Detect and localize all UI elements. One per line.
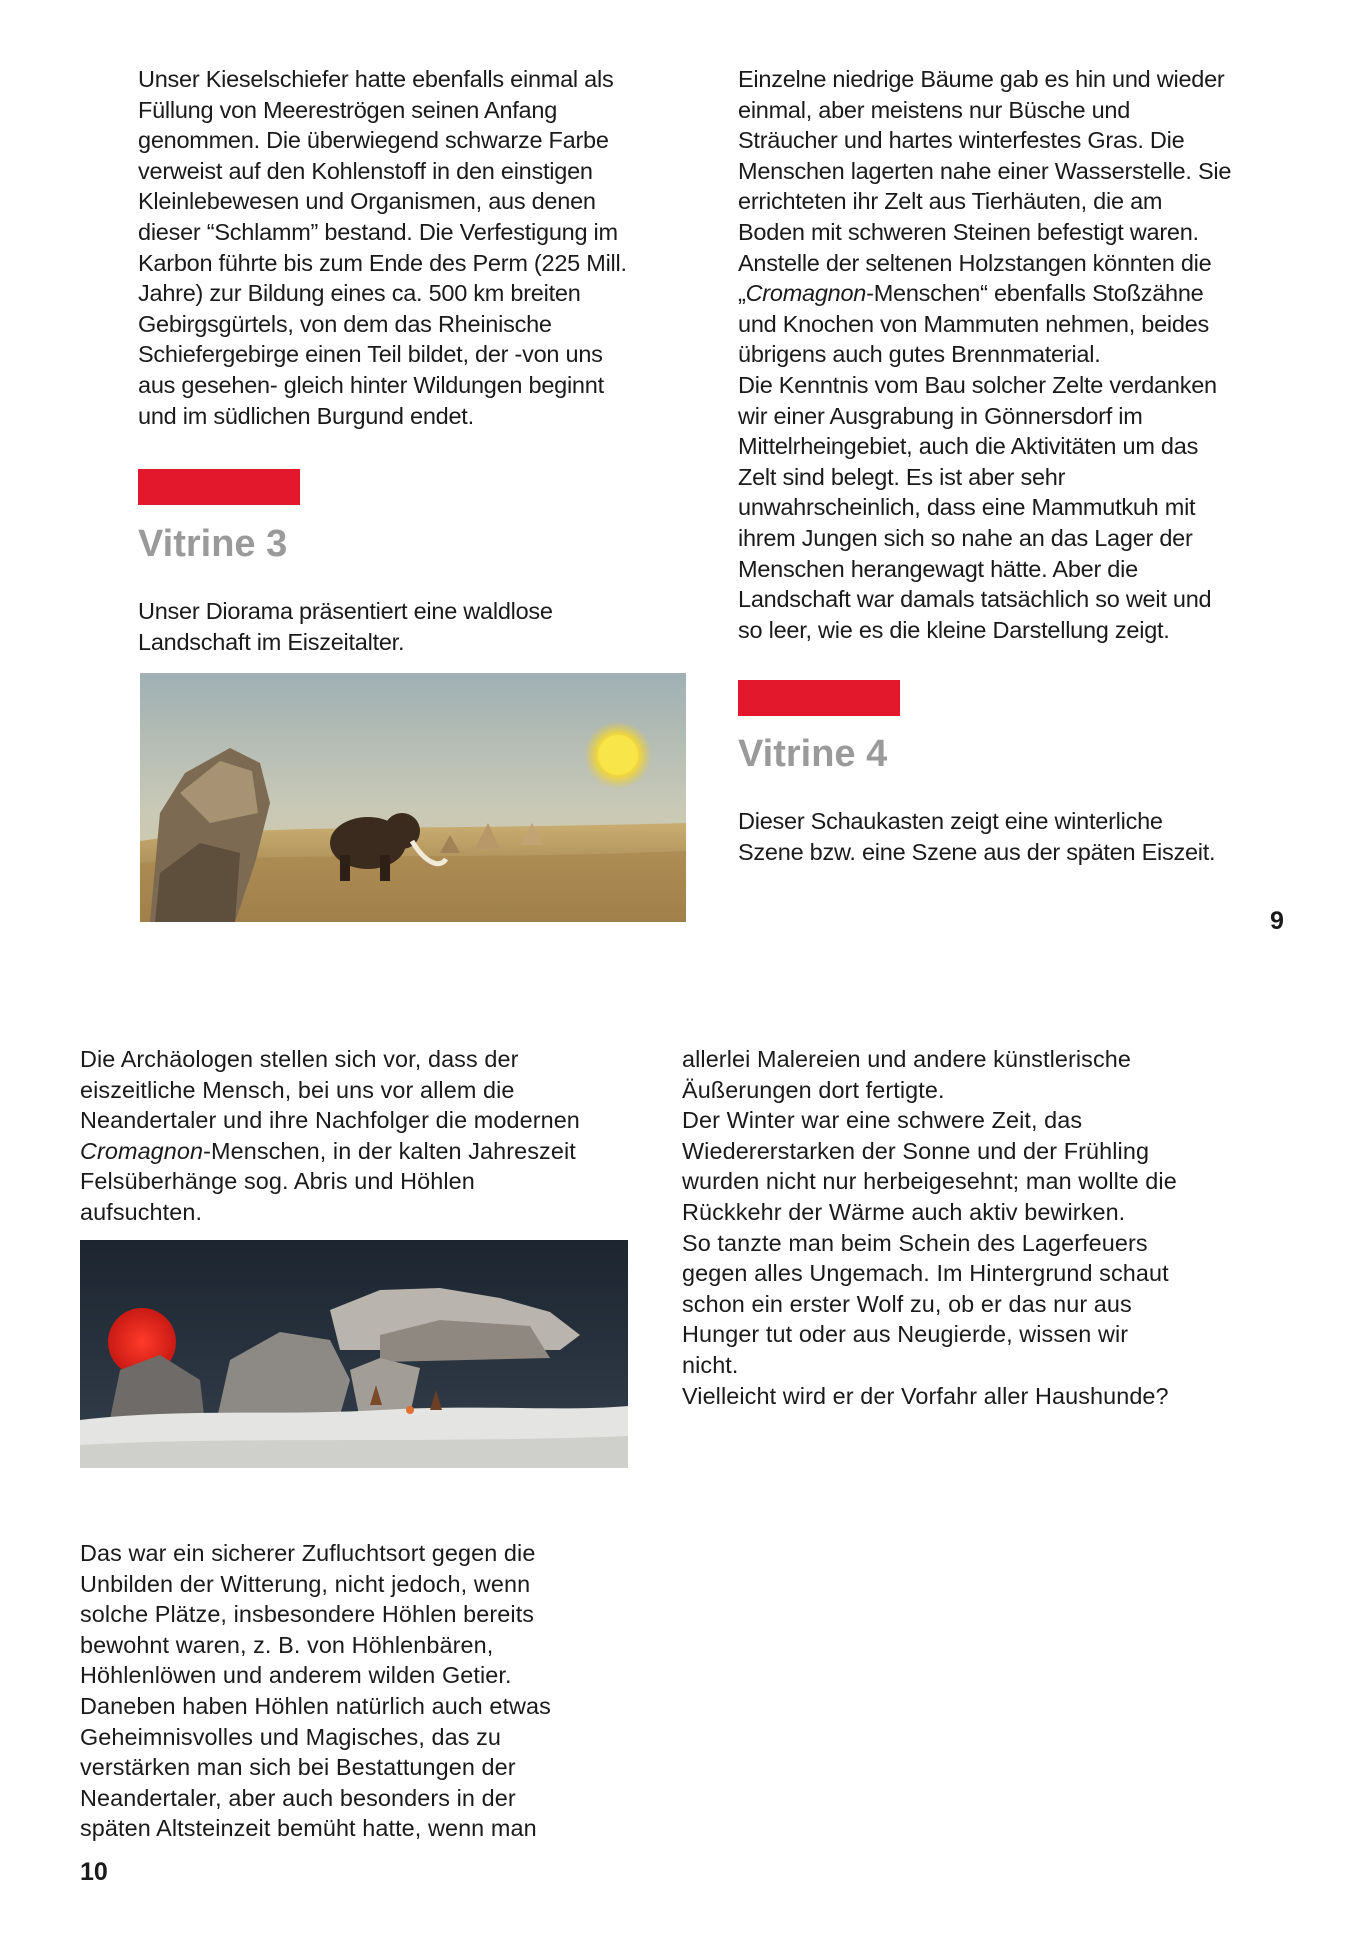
vitrine4-heading: Vitrine 4 <box>738 733 888 775</box>
diorama-cave-winter-illustration <box>80 1240 628 1468</box>
vitrine4-red-bar <box>738 680 900 716</box>
page10-left-top-text: Die Archäologen stellen sich vor, dass der eiszeitliche Mensch, bei uns vor allem die Neandertaler und ihre Nachfolger die modernen Cromagnon-Menschen, in der kalten Jahreszeit Felsüberhänge sog. Abris und Höhlen aufsuchten. <box>80 1046 580 1225</box>
page10-left-bottom-text: Das war ein sicherer Zufluchtsort gegen die Unbilden der Witterung, nicht jedoch, wenn solche Plätze, insbesondere Höhlen bereits bewohnt waren, z. B. von Höhlenbären, Höhlenlöwen und anderem wilden Getier. Daneben haben Höhlen natürlich auch etwas Geheimnisvolles und Magisches, das zu verstärken man sich bei Bestattungen der Neandertaler, aber auch besonders in der späten Altsteinzeit bemüht hatte, wenn man <box>80 1540 551 1842</box>
vitrine3-red-bar <box>138 469 300 505</box>
diorama-mammoth-landscape-illustration <box>140 673 686 922</box>
page-10 <box>0 960 1366 1950</box>
page-number-9: 9 <box>1270 907 1284 935</box>
vitrine3-text: Unser Diorama präsentiert eine waldlose Landschaft im Eiszeitalter. <box>138 598 553 655</box>
page9-left-column-text: Unser Kieselschiefer hatte ebenfalls einmal als Füllung von Meereströgen seinen Anfang genommen. Die überwiegend schwarze Farbe verweist auf den Kohlenstoff in den einstigen Kleinlebewesen und Organismen, aus denen dieser “Schlamm” bestand. Die Verfestigung im Karbon führte bis zum Ende des Perm (225 Mill. Jahre) zur Bildung eines ca. 500 km breiten Gebirgsgürtels, von dem das Rheinische Schiefergebirge einen Teil bildet, der -von uns aus gesehen- gleich hinter Wildungen beginnt und im südlichen Burgund endet. <box>138 66 627 429</box>
vitrine4-text: Dieser Schaukasten zeigt eine winterliche Szene bzw. eine Szene aus der späten Eiszeit. <box>738 808 1216 865</box>
page-9 <box>0 0 1366 960</box>
page10-right-column-text: allerlei Malereien und andere künstlerische Äußerungen dort fertigte. Der Winter war eine schwere Zeit, das Wiedererstarken der Sonne und der Frühling wurden nicht nur herbeigesehnt; man wollte die Rückkehr der Wärme auch aktiv bewirken. So tanzte man beim Schein des Lagerfeuers gegen alles Ungemach. Im Hintergrund schaut schon ein erster Wolf zu, ob er das nur aus Hunger tut oder aus Neugierde, wissen wir nicht. Vielleicht wird er der Vorfahr aller Haushunde? <box>682 1046 1177 1409</box>
page9-right-column-text: Einzelne niedrige Bäume gab es hin und wieder einmal, aber meistens nur Büsche und Sträucher und hartes winterfestes Gras. Die Menschen lagerten nahe einer Wasserstelle. Sie errichteten ihr Zelt aus Tierhäuten, die am Boden mit schweren Steinen befestigt waren. Anstelle der seltenen Holzstangen könnten die „Cromagnon-Menschen“ ebenfalls Stoßzähne und Knochen von Mammuten nehmen, beides übrigens auch gutes Brennmaterial. Die Kenntnis vom Bau solcher Zelte verdanken wir einer Ausgrabung in Gönnersdorf im Mittelrheingebiet, auch die Aktivitäten um das Zelt sind belegt. Es ist aber sehr unwahrscheinlich, dass eine Mammutkuh mit ihrem Jungen sich so nahe an das Lager der Menschen herangewagt hätte. Aber die Landschaft war damals tatsächlich so weit und so leer, wie es die kleine Darstellung zeigt. <box>738 66 1232 643</box>
vitrine3-diorama-photo <box>140 673 686 922</box>
cave-diorama-photo <box>80 1240 628 1468</box>
page-number-10: 10 <box>80 1858 108 1886</box>
vitrine3-heading: Vitrine 3 <box>138 523 288 565</box>
